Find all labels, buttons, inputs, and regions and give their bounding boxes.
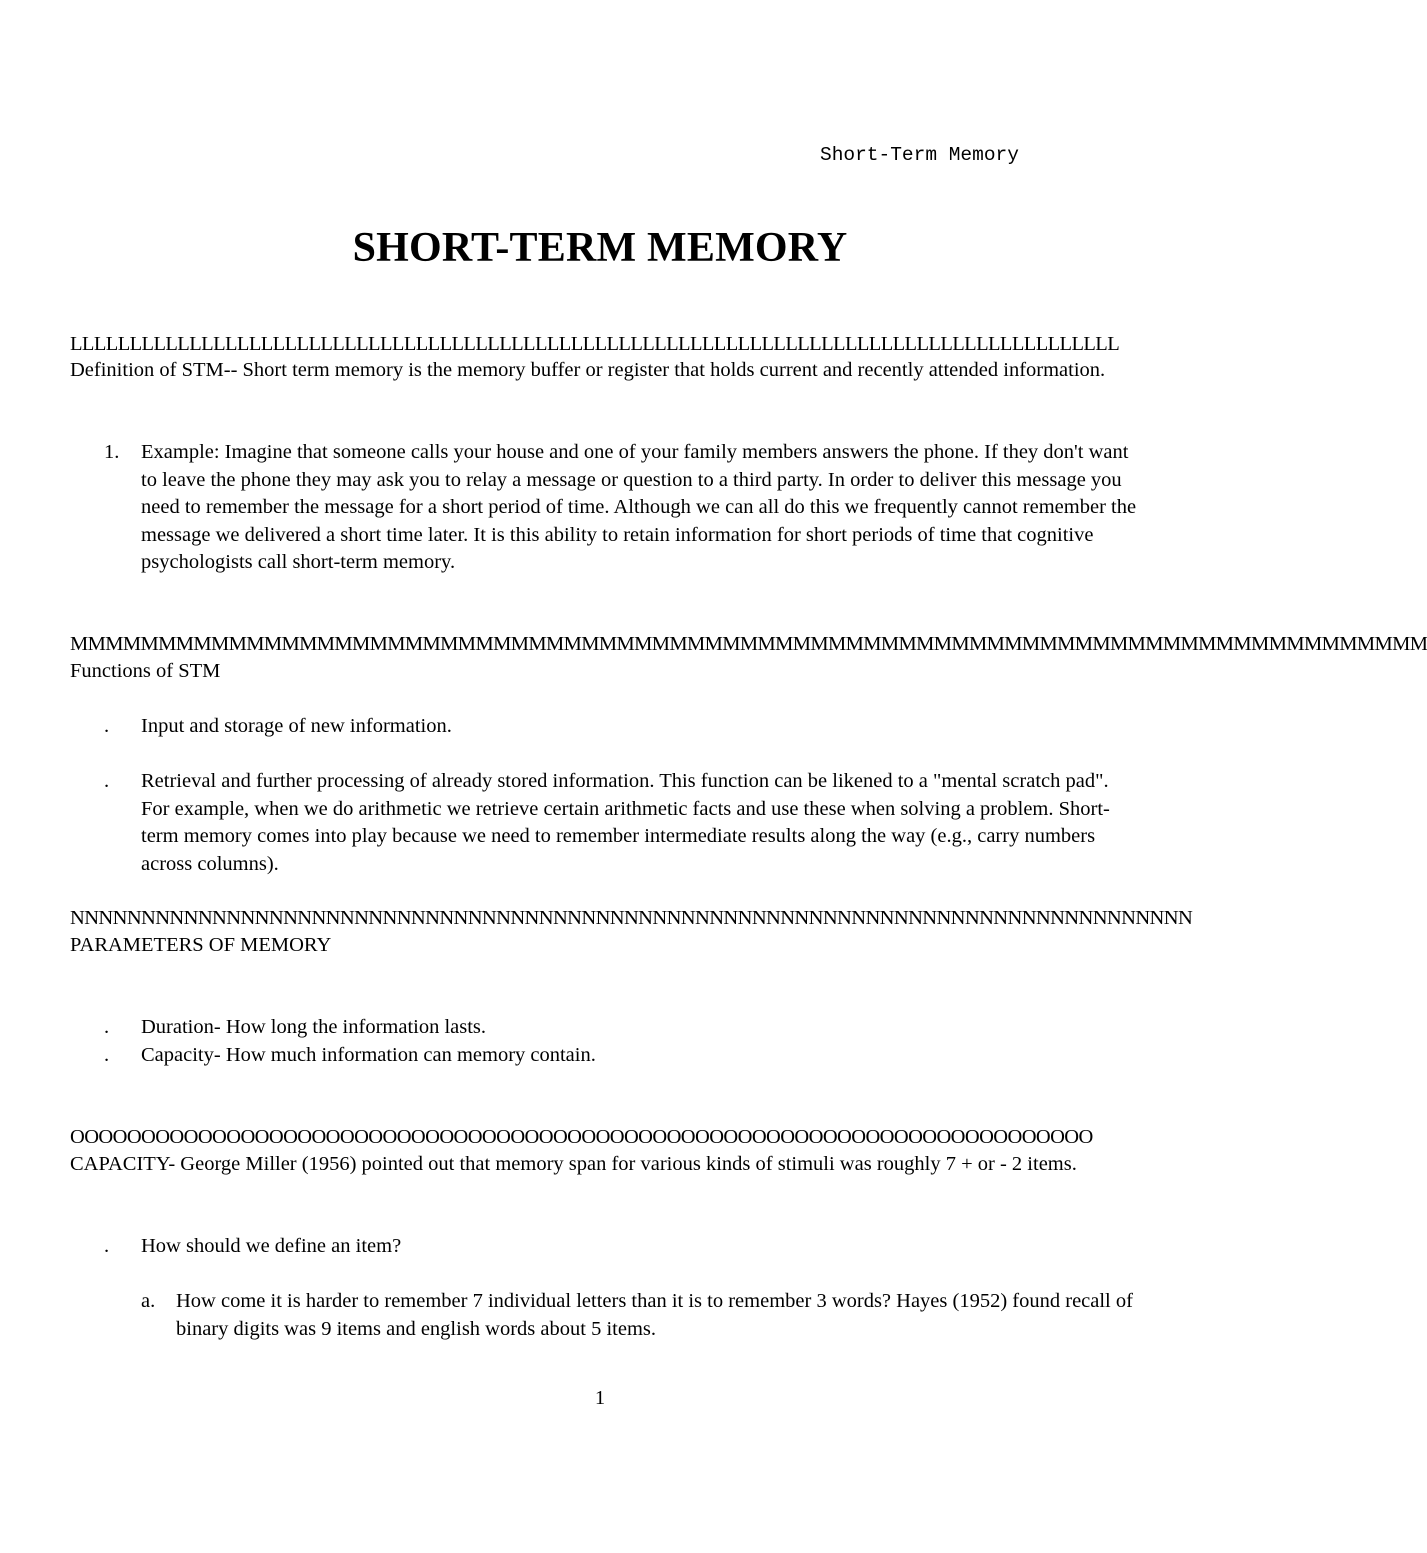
capacity-sub-item — [141, 1288, 1141, 1343]
list-marker: . — [104, 715, 110, 737]
sub-list-marker: a. — [141, 1290, 156, 1312]
list-marker: . — [104, 770, 110, 792]
list-marker: . — [104, 1016, 110, 1038]
parameters-heading: PARAMETERS OF MEMORY — [70, 934, 332, 956]
example-list-item — [104, 439, 1140, 577]
functions-heading: Functions of STM — [70, 660, 221, 682]
parameters-list-item — [104, 1014, 1140, 1042]
separator-o: OOOOOOOOOOOOOOOOOOOOOOOOOOOOOOOOOOOOOOOOOOOOOOOOOOOOOOOOOOOOOOOOOOOOOOOO — [70, 1126, 1093, 1148]
parameters-item-text: Capacity- How much information can memory contain. — [141, 1044, 596, 1066]
example-text: Example: Imagine that someone calls your house and one of your family members answers the phone. If they don't want to leave the phone they may ask you to relay a message or question to a third party. In order to deliver this message you need to remember the message for a short period of time. Although we can all do this we frequently cannot remember the message we delivered a short time later. It is this ability to retain information for short periods of time that cognitive psychologists call short-term memory. — [141, 441, 1137, 573]
separator-l: LLLLLLLLLLLLLLLLLLLLLLLLLLLLLLLLLLLLLLLLLLLLLLLLLLLLLLLLLLLLLLLLLLLLLLLLLLLLLLLLLLLLLLLL — [70, 333, 1120, 355]
running-header: Short-Term Memory — [820, 144, 1019, 166]
capacity-paragraph: CAPACITY- George Miller (1956) pointed out that memory span for various kinds of stimuli was roughly 7 + or - 2 items. — [70, 1153, 1077, 1175]
capacity-question-text: How should we define an item? — [141, 1235, 402, 1257]
functions-item-text: Retrieval and further processing of already stored information. This function can be likened to a "mental scratch pad". For example, when we do arithmetic we retrieve certain arithmetic facts and use these when solving a problem. Short-term memory comes into play because we need to remember intermediate results along the way (e.g., carry numbers across columns). — [141, 770, 1110, 875]
list-marker: . — [104, 1044, 110, 1066]
functions-list-item — [104, 713, 1140, 741]
functions-list-item — [104, 768, 1140, 878]
document-title: SHORT-TERM MEMORY — [352, 225, 848, 271]
parameters-item-text: Duration- How long the information lasts. — [141, 1016, 487, 1038]
page-number: 1 — [594, 1387, 606, 1409]
capacity-question-item — [104, 1233, 1140, 1261]
separator-m: MMMMMMMMMMMMMMMMMMMMMMMMMMMMMMMMMMMMMMMMMMMMMMMMMMMMMMMMMMMMMMMMMMMMMMMMMMMMM — [70, 633, 1427, 655]
definition-paragraph: Definition of STM-- Short term memory is the memory buffer or register that holds current and recently attended information. — [70, 359, 1106, 381]
capacity-sub-text: How come it is harder to remember 7 individual letters than it is to remember 3 words? Hayes (1952) found recall of binary digits was 9 items and english words about 5 items. — [176, 1290, 1133, 1340]
parameters-list-item — [104, 1042, 1140, 1070]
list-marker: . — [104, 1235, 110, 1257]
functions-item-text: Input and storage of new information. — [141, 715, 452, 737]
list-marker: 1. — [104, 441, 120, 463]
separator-n: NNNNNNNNNNNNNNNNNNNNNNNNNNNNNNNNNNNNNNNNNNNNNNNNNNNNNNNNNNNNNNNNNNNNNNNNNNNNNNN — [70, 907, 1193, 929]
